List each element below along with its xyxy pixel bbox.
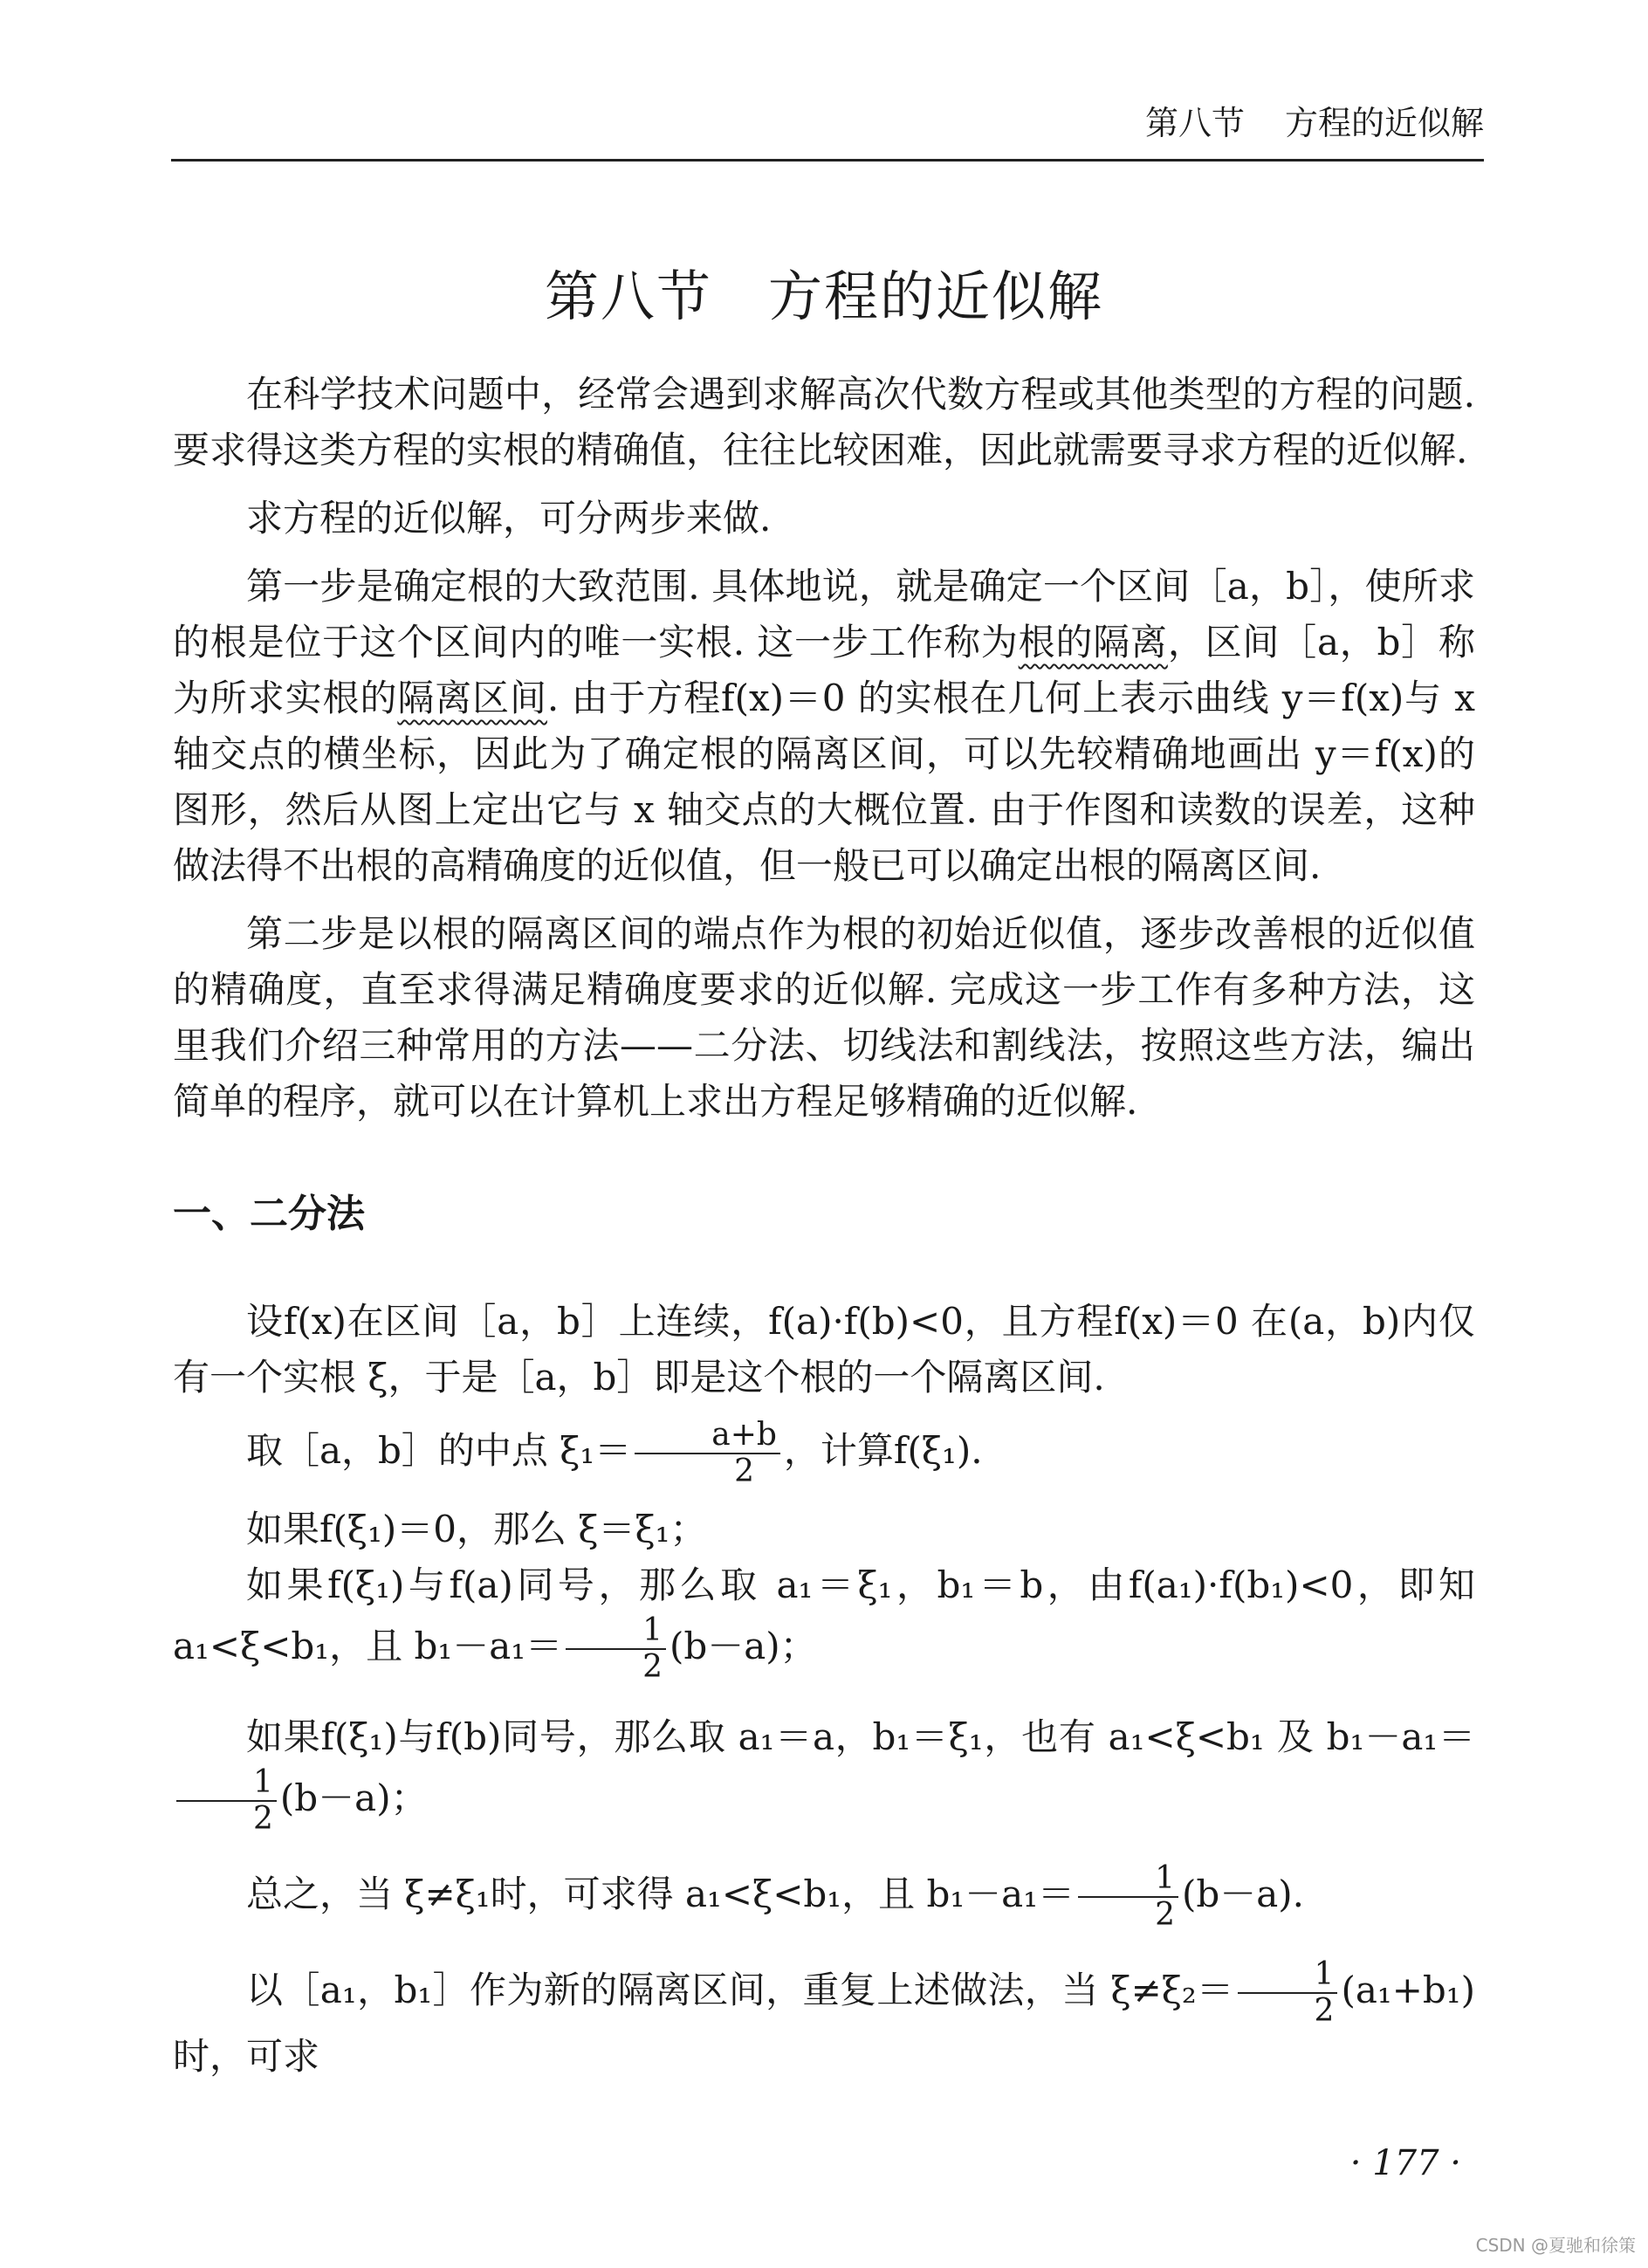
case-b-text-b: (b－a)； (279, 1777, 428, 1819)
fraction-numerator: 1 (176, 1765, 277, 1802)
repeat-text-b: (a₁+b₁)时，可求 (173, 1969, 1475, 2078)
paragraph-intro: 在科学技术问题中，经常会遇到求解高次代数方程或其他类型的方程的问题. 要求得这类方程的实根的精确值，往往比较困难，因此就需要寻求方程的近似解. (173, 373, 1475, 471)
bisection-case-same-sign-b (173, 1709, 1475, 1837)
fraction-one-half (1238, 1957, 1338, 2029)
running-head-section: 第八节 (1144, 104, 1245, 142)
step-one-text-b: ，区间［a，b］称为所求实根的 (173, 621, 1475, 719)
term-isolation-interval: 隔离区间 (397, 677, 547, 719)
midpoint-text-a: 取［a，b］的中点 ξ₁＝ (246, 1429, 632, 1472)
watermark: CSDN @夏驰和徐策 (1475, 2235, 1636, 2256)
summary-text-b: (b－a). (1181, 1873, 1305, 1915)
bisection-midpoint (173, 1418, 1475, 1489)
bisection-setup: 设f(x)在区间［a，b］上连续，f(a)·f(b)<0，且方程f(x)＝0 在(a，b)内仅有一个实根 ξ，于是［a，b］即是这个根的一个隔离区间. (173, 1300, 1475, 1399)
fraction-denominator: 2 (1314, 1993, 1335, 2029)
repeat-text-a: 以［a₁，b₁］作为新的隔离区间，重复上述做法，当 ξ≠ξ₂＝ (246, 1969, 1234, 2011)
fraction-one-half (176, 1765, 277, 1837)
fraction-numerator: a+b (635, 1418, 780, 1454)
fraction-numerator: 1 (1238, 1957, 1338, 1994)
bisection-case-zero: 如果f(ξ₁)＝0，那么 ξ＝ξ₁； (246, 1508, 707, 1550)
running-head (171, 98, 1484, 162)
subsection-heading-bisection: 一、二分法 (173, 1192, 365, 1236)
bisection-repeat (173, 1957, 1475, 2085)
fraction-denominator: 2 (1155, 1897, 1175, 1933)
bisection-case-same-sign-a (173, 1557, 1475, 1685)
fraction-denominator: 2 (253, 1801, 273, 1837)
fraction-a-plus-b-over-2 (635, 1418, 780, 1489)
paragraph-step-two: 第二步是以根的隔离区间的端点作为根的初始近似值，逐步改善根的近似值的精确度，直至求得满足精确度要求的近似解. 完成这一步工作有多种方法，这里我们介绍三种常用的方法——二分法、切线法和割线法，按照这些方法，编出简单的程序，就可以在计算机上求出方程足够精确的近似解. (173, 912, 1475, 1123)
midpoint-text-b: ，计算f(ξ₁). (783, 1429, 983, 1472)
section-title-number: 第八节 (544, 265, 712, 328)
summary-text-a: 总之，当 ξ≠ξ₁时，可求得 a₁<ξ<b₁，且 b₁－a₁＝ (246, 1873, 1075, 1915)
running-head-title: 方程的近似解 (1284, 104, 1484, 142)
section-title-text: 方程的近似解 (768, 265, 1104, 328)
case-b-text-a: 如果f(ξ₁)与f(b)同号，那么取 a₁＝a，b₁＝ξ₁，也有 a₁<ξ<b₁ 及 b₁－a₁＝ (246, 1715, 1475, 1758)
fraction-numerator: 1 (566, 1613, 666, 1650)
step-one-text-c: . 由于方程f(x)＝0 的实根在几何上表示曲线 y＝f(x)与 x 轴交点的横坐标，因此为了确定根的隔离区间，可以先较精确地画出 y＝f(x)的图形，然后从图上定出它与 x 轴交点的大概位置. 由于作图和读数的误差，这种做法得不出根的高精确度的近似值，但一般已可以确定出根的隔离区间. (173, 677, 1475, 887)
fraction-numerator: 1 (1078, 1861, 1178, 1898)
fraction-one-half (566, 1613, 666, 1685)
page-number: · 177 · (1349, 2143, 1461, 2183)
body-text (173, 367, 1475, 2085)
fraction-denominator: 2 (642, 1649, 663, 1685)
case-a-text-a: 如果f(ξ₁)与f(a)同号，那么取 a₁＝ξ₁，b₁＝b，由f(a₁)·f(b₁)<0，即知 a₁<ξ<b₁，且 b₁－a₁＝ (173, 1564, 1475, 1667)
section-title (0, 253, 1648, 331)
fraction-one-half (1078, 1861, 1178, 1933)
fraction-denominator: 2 (734, 1454, 755, 1489)
paragraph-two-steps: 求方程的近似解，可分两步来做. (246, 497, 772, 540)
step-one-text-a: 第一步是确定根的大致范围. 具体地说，就是确定一个区间［a，b］，使所求的根是位于这个区间内的唯一实根. 这一步工作称为 (173, 565, 1475, 663)
paragraph-step-one (173, 559, 1475, 894)
bisection-summary (173, 1861, 1475, 1933)
case-a-text-b: (b－a)； (669, 1625, 817, 1667)
term-root-isolation: 根的隔离 (1018, 621, 1168, 663)
